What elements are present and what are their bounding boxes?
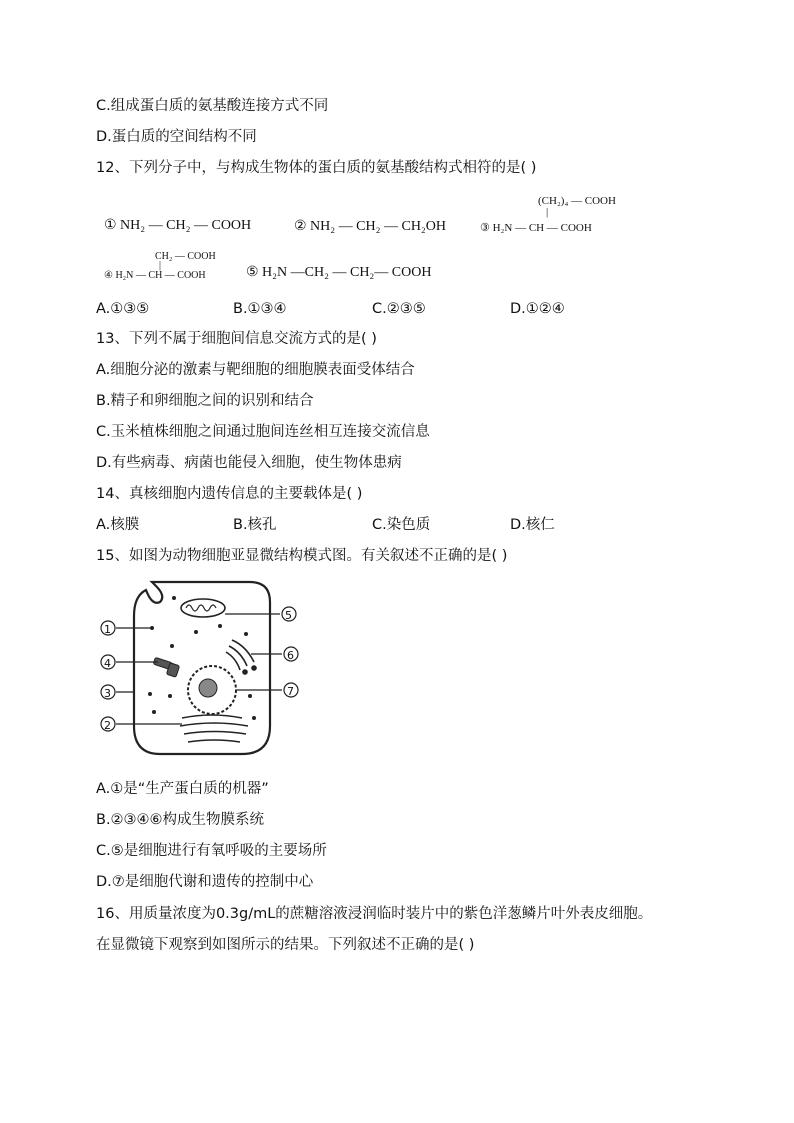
q12-option-b: B.①③④ [233, 301, 287, 317]
q11-option-d: D.蛋白质的空间结构不同 [96, 129, 257, 145]
animal-cell-diagram [96, 576, 316, 768]
label-7: 7 [287, 685, 294, 698]
q14-option-a: A.核膜 [96, 517, 140, 533]
label-1: 1 [104, 623, 111, 636]
q14-option-d: D.核仁 [510, 517, 555, 533]
q14-option-b: B.核孔 [233, 517, 277, 533]
formula-3-sidechain: (CH₂)₄ — COOH [538, 195, 616, 207]
label-5: 5 [285, 609, 292, 622]
formula-4-bond: | [159, 260, 162, 271]
q11-option-c: C.组成蛋白质的氨基酸连接方式不同 [96, 98, 329, 114]
q13-stem: 13、下列不属于细胞间信息交流方式的是( ) [96, 331, 377, 347]
formula-4-sidechain: CH₂ — COOH [155, 251, 216, 262]
label-3: 3 [104, 687, 111, 700]
formula-1: ① NH₂ — CH₂ — COOH [104, 218, 252, 233]
nucleus [188, 666, 236, 714]
q16-stem-line2: 在显微镜下观察到如图所示的结果。下列叙述不正确的是( ) [96, 937, 475, 953]
q15-stem: 15、如图为动物细胞亚显微结构模式图。有关叙述不正确的是( ) [96, 548, 508, 564]
q12-option-a: A.①③⑤ [96, 301, 150, 317]
q14-stem: 14、真核细胞内遗传信息的主要载体是( ) [96, 486, 363, 502]
q14-option-c: C.染色质 [372, 517, 431, 533]
q15-option-c: C.⑤是细胞进行有氧呼吸的主要场所 [96, 843, 327, 859]
golgi-apparatus [226, 640, 256, 674]
q12-stem: 12、下列分子中，与构成生物体的蛋白质的氨基酸结构式相符的是( ) [96, 160, 537, 176]
label-4: 4 [104, 657, 111, 670]
mitochondrion [181, 599, 225, 617]
label-6: 6 [287, 649, 294, 662]
q13-option-b: B.精子和卵细胞之间的识别和结合 [96, 393, 314, 409]
q13-option-a: A.细胞分泌的激素与靶细胞的细胞膜表面受体结合 [96, 362, 415, 378]
formula-5: ⑤ H₂N —CH₂ — CH₂— COOH [246, 265, 432, 280]
centriole [153, 657, 179, 677]
q15-option-a: A.①是“生产蛋白质的机器” [96, 781, 269, 797]
label-2: 2 [104, 719, 111, 732]
q13-option-c: C.玉米植株细胞之间通过胞间连丝相互连接交流信息 [96, 424, 430, 440]
q15-option-b: B.②③④⑥构成生物膜系统 [96, 812, 265, 828]
q16-stem-line1: 16、用质量浓度为0.3g/mL的蔗糖溶液浸润临时装片中的紫色洋葱鳞片叶外表皮细胞。 [96, 906, 653, 922]
q12-option-d: D.①②④ [510, 301, 565, 317]
q12-option-c: C.②③⑤ [372, 301, 426, 317]
formula-2: ② NH₂ — CH₂ — CH₂OH [294, 219, 447, 234]
q15-option-d: D.⑦是细胞代谢和遗传的控制中心 [96, 874, 314, 890]
q13-option-d: D.有些病毒、病菌也能侵入细胞，使生物体患病 [96, 455, 402, 471]
formula-3-bond: | [546, 206, 549, 218]
formula-3: ③ H₂N — CH — COOH [480, 222, 592, 234]
rough-er [180, 715, 248, 742]
formula-4: ④ H₂N — CH — COOH [104, 270, 206, 281]
